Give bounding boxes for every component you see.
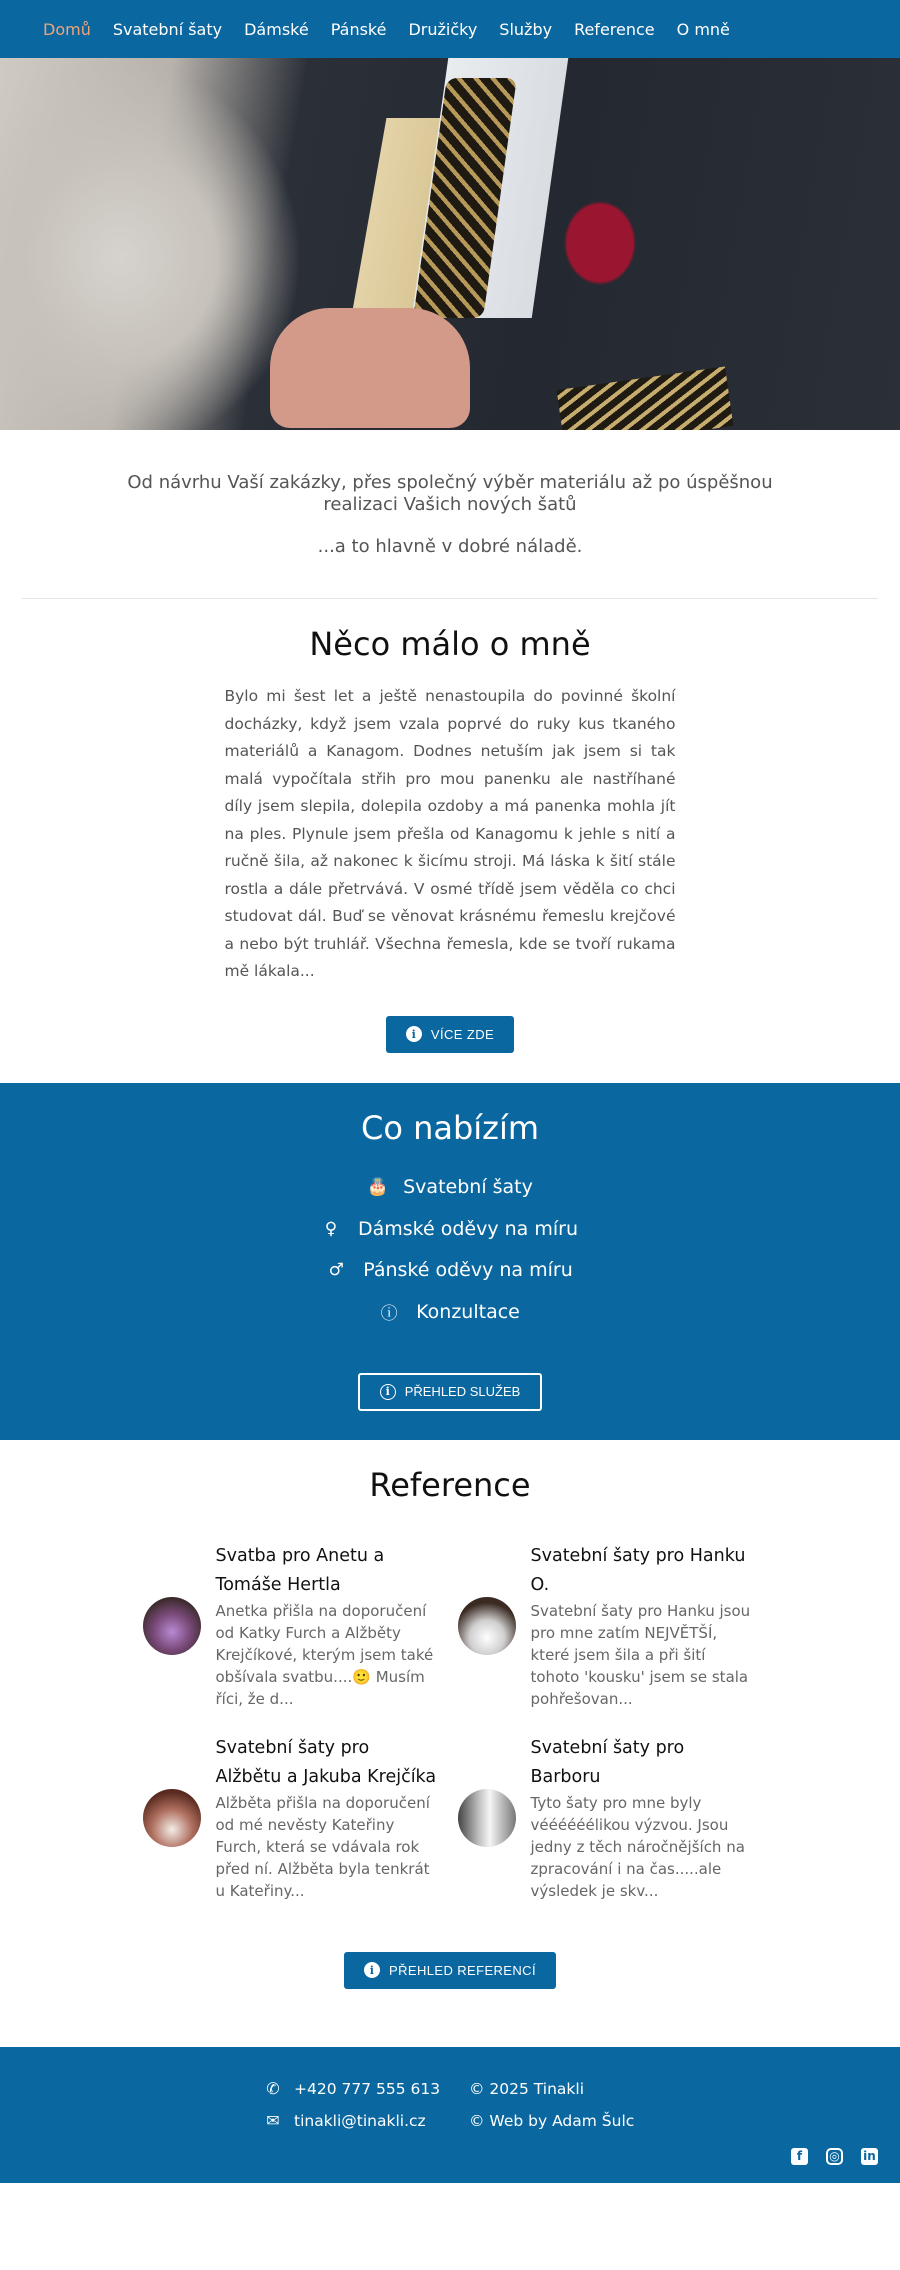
- reference-thumbnail[interactable]: [458, 1789, 516, 1847]
- social-links: [791, 2148, 878, 2165]
- nav-item-panske[interactable]: Pánské: [330, 19, 387, 39]
- footer-phone-text[interactable]: +420 777 555 613: [294, 2079, 441, 2098]
- more-button[interactable]: [386, 1016, 514, 1053]
- linkedin-icon[interactable]: in: [861, 2148, 878, 2165]
- about-text: Bylo mi šest let a ještě nenastoupila do povinné školní docházky, když jsem vzala poprvé do ruky kus tkaného materiálů a Kanagom. Dodnes netuším jak jsem si tak malá vypočítala střih pro mou panenku ale nastříhané díly jsem slepila, dolepila ozdoby a má panenka mohla jít na ples. Plynule jsem přešla od Kanagomu k jehle s nití a ručně šila, až nakonec k šicímu stroji. Má láska k šití stále rostla a dále přetrvává. V osmé třídě jsem věděla co chci studovat dál. Buď se věnovat krásnému řemeslu krejčové a nebo být truhlář. Všechna řemesla, kde se tvoří rukama mě lákala...: [224, 687, 676, 980]
- service-item: [0, 1208, 900, 1250]
- services-overview-label: PŘEHLED SLUŽEB: [404, 1384, 521, 1399]
- info-icon: ⓘ: [380, 1304, 398, 1325]
- info-icon: i: [380, 1384, 396, 1400]
- hero-pocket-square: [557, 366, 734, 430]
- more-button-label: VÍCE ZDE: [430, 1026, 495, 1042]
- services-section: [0, 1083, 900, 1440]
- reference-thumbnail[interactable]: [458, 1597, 516, 1655]
- reference-thumbnail[interactable]: [143, 1597, 201, 1655]
- reference-card[interactable]: [458, 1542, 758, 1710]
- footer-email-text[interactable]: tinakli@tinakli.cz: [294, 2111, 426, 2130]
- footer-credits: [469, 2073, 634, 2137]
- services-title: Co nabízím: [360, 1108, 540, 1147]
- nav-item-damske[interactable]: Dámské: [244, 19, 309, 39]
- reference-title[interactable]: Svatební šaty pro Barboru: [530, 1737, 685, 1787]
- service-label: Konzultace: [416, 1300, 520, 1323]
- footer-email[interactable]: [264, 2105, 440, 2137]
- about-title: Něco málo o mně: [309, 625, 591, 663]
- facebook-icon[interactable]: f: [791, 2148, 808, 2165]
- references-overview-button[interactable]: [344, 1952, 556, 1989]
- services-overview-button[interactable]: [358, 1373, 543, 1411]
- service-label: Dámské oděvy na míru: [357, 1217, 578, 1240]
- main-nav: [0, 0, 900, 58]
- nav-item-druzicky[interactable]: Družičky: [408, 19, 478, 39]
- intro-subline: ...a to hlavně v dobré náladě.: [317, 536, 583, 557]
- cake-icon: 🎂: [367, 1177, 389, 1198]
- nav-item-domu[interactable]: Domů: [43, 19, 91, 39]
- info-icon: i: [406, 1026, 422, 1042]
- service-label: Svatební šaty: [403, 1176, 533, 1199]
- reference-card[interactable]: [143, 1734, 443, 1902]
- service-label: Pánské oděvy na míru: [363, 1259, 573, 1282]
- references-section: [0, 1440, 900, 2047]
- nav-item-o-mne[interactable]: O mně: [676, 19, 730, 39]
- reference-thumbnail[interactable]: [143, 1789, 201, 1847]
- reference-excerpt: Alžběta přišla na doporučení od mé nevěsty Kateřiny Furch, která se vdávala rok před ní. Alžběta byla tenkrát u Kateřiny...: [215, 1793, 430, 1900]
- footer-web-by[interactable]: © Web by Adam Šulc: [469, 2111, 635, 2130]
- reference-card[interactable]: [458, 1734, 758, 1902]
- reference-title[interactable]: Svatební šaty pro Hanku O.: [530, 1545, 746, 1595]
- intro-tagline: Od návrhu Vaší zakázky, přes společný výběr materiálu až po úspěšnou realizaci Vašich nových šatů: [127, 472, 773, 515]
- reference-card[interactable]: [143, 1542, 443, 1710]
- footer: [0, 2047, 900, 2183]
- reference-excerpt: Svatební šaty pro Hanku jsou pro mne zatím NEJVĚTŠÍ, které jsem šila a při šití tohoto 'kousku' jsem se stala pohřešovan...: [530, 1601, 751, 1708]
- reference-title[interactable]: Svatba pro Anetu a Tomáše Hertla: [215, 1545, 385, 1595]
- instagram-icon[interactable]: ◎: [826, 2148, 843, 2165]
- man-icon: ♂: [328, 1260, 344, 1281]
- service-item: [0, 1167, 900, 1209]
- service-item: [0, 1250, 900, 1292]
- nav-item-reference[interactable]: Reference: [574, 19, 655, 39]
- reference-excerpt: Tyto šaty pro mne byly véééééélikou výzvou. Jsou jedny z těch náročnějších na zpracování i na čas.....ale výsledek je skv...: [530, 1793, 745, 1900]
- nav-item-svatebni-saty[interactable]: Svatební šaty: [112, 19, 223, 39]
- hero-image: [0, 58, 900, 430]
- nav-item-sluzby[interactable]: Služby: [499, 19, 553, 39]
- references-title: Reference: [369, 1465, 531, 1504]
- about-section: [0, 599, 900, 1083]
- intro-section: [0, 430, 900, 558]
- hero-hand: [270, 308, 470, 428]
- references-grid: [143, 1542, 758, 1902]
- info-icon: i: [364, 1962, 380, 1978]
- reference-title[interactable]: Svatební šaty pro Alžbětu a Jakuba Krejčíka: [215, 1737, 437, 1787]
- service-item: [0, 1291, 900, 1333]
- woman-icon: ♀: [324, 1218, 338, 1239]
- references-overview-label: PŘEHLED REFERENCÍ: [389, 1962, 536, 1978]
- mail-icon: ✉: [266, 2111, 280, 2130]
- phone-icon: ✆: [266, 2079, 280, 2098]
- reference-excerpt: Anetka přišla na doporučení od Katky Furch a Alžběty Krejčíkové, kterým jsem také obšívala svatbu....🙂 Musím říci, že d...: [215, 1601, 434, 1708]
- footer-phone[interactable]: [264, 2073, 440, 2105]
- footer-copyright: © 2025 Tinakli: [469, 2079, 585, 2098]
- footer-contacts: [264, 2073, 440, 2137]
- services-list: [0, 1167, 900, 1333]
